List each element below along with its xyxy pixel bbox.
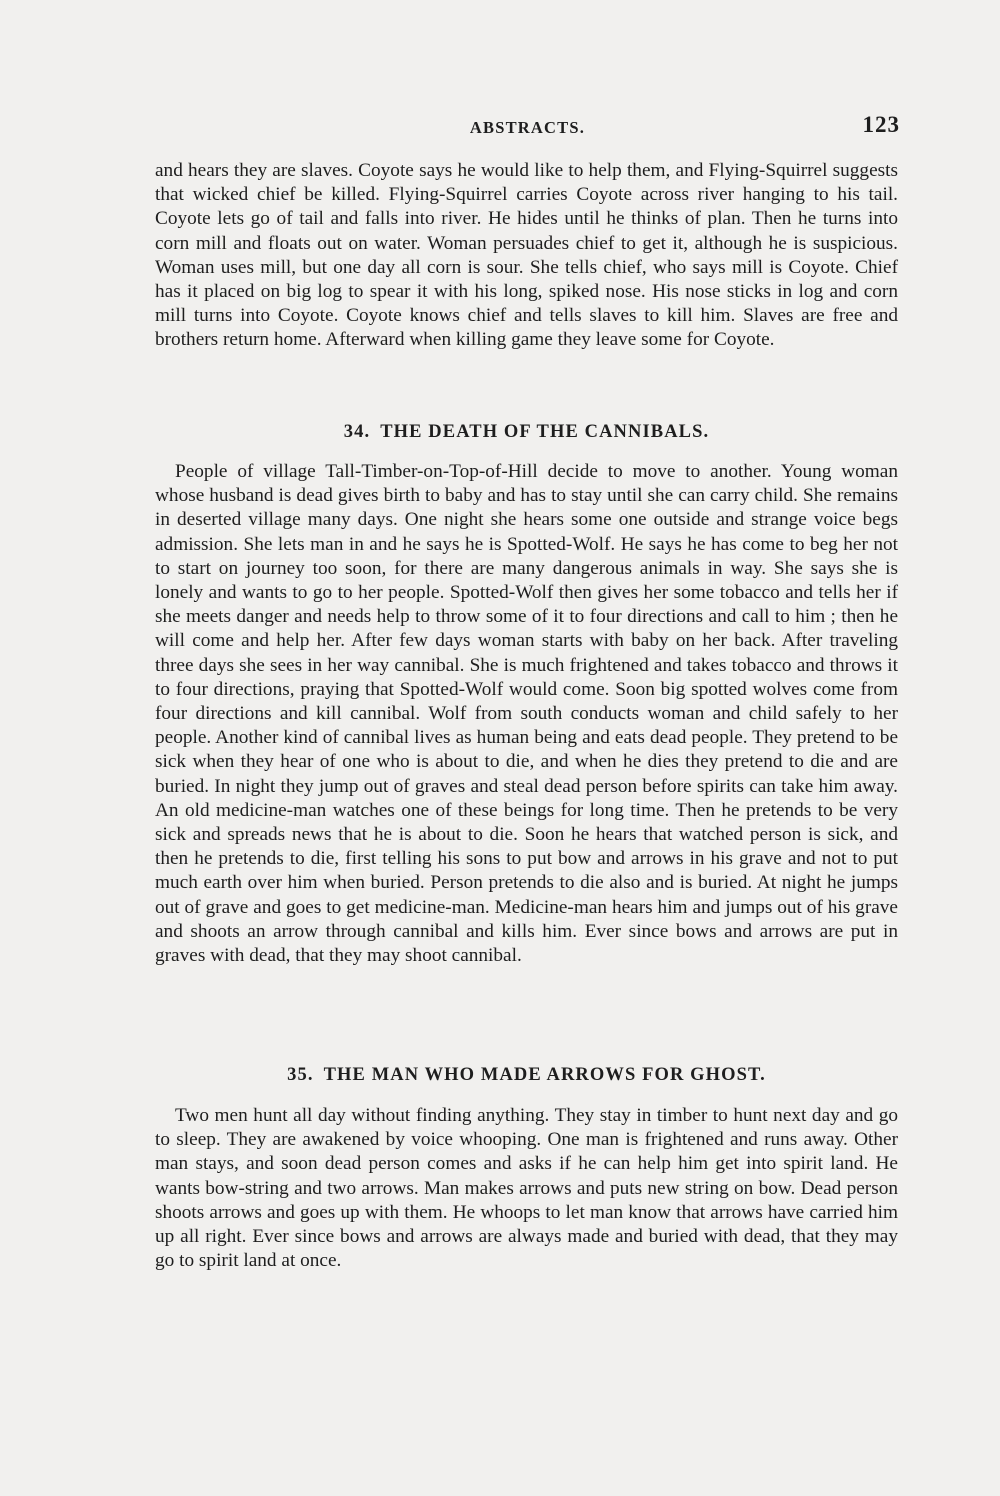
section-number: 34.: [343, 422, 371, 442]
section-title: THE MAN WHO MADE ARROWS FOR GHOST.: [323, 1065, 766, 1085]
section-title: THE DEATH OF THE CANNIBALS.: [380, 422, 710, 442]
section-heading-34: [155, 422, 898, 443]
section-35-body: [155, 1104, 898, 1273]
section-paragraph: Two men hunt all day without finding anything. They stay in timber to hunt next day and go to sleep. They are awakened by voice whooping. One man is frightened and runs away. Other man stays, and soon dead person comes and asks if he can help him get into spirit land. He wants bow-string and two arrows. Man makes arrows and puts new string on bow. Dead person shoots arrows and goes up with them. He whoops to let man know that arrows have carried him up all right. Ever since bows and arrows are always made and buried with dead, that they may go to spirit land at once.: [155, 1105, 898, 1272]
running-title: ABSTRACTS.: [469, 118, 586, 137]
running-head: [155, 112, 900, 142]
section-heading-35: [155, 1065, 898, 1086]
section-34-body: [155, 460, 898, 968]
page-number: 123: [862, 112, 900, 137]
section-number: 35.: [287, 1065, 314, 1085]
section-paragraph: People of village Tall-Timber-on-Top-of-Hill decide to move to another. Young woman whose husband is dead gives birth to baby and has to stay until she can carry child. She remains in deserted village many days. One night she hears some one outside and strange voice begs admission. She lets man in and he says he is Spotted-Wolf. He says he has come to beg her not to start on journey too soon, for there are many dangerous animals in way. She says she is lonely and wants to go to her people. Spotted-Wolf then gives her some tobacco and tells her if she meets danger and needs help to throw some of it to four directions and call to him ; then he will come and help her. After few days woman starts with baby on her back. After traveling three days she sees in her way cannibal. She is much frightened and takes tobacco and throws it to four directions, praying that Spotted-Wolf would come. Soon big spotted wolves come from four directions and kill cannibal. Wolf from south conducts woman and child safely to her people. Another kind of cannibal lives as human being and eats dead people. They pretend to be sick when they hear of one who is about to die, and when he dies they pretend to die and are buried. In night they jump out of graves and steal dead person before spirits can take him away. An old medicine-man watches one of these beings for long time. Then he pretends to be very sick and spreads news that he is about to die. Soon he hears that watched person is sick, and then he pretends to die, first telling his sons to put bow and arrows in his grave and not to put much earth over him when buried. Person pretends to die also and is buried. At night he jumps out of grave and goes to get medicine-man. Medicine-man hears him and jumps out of his grave and shoots an arrow through cannibal and kills him. Ever since bows and arrows are put in graves with dead, that they may shoot cannibal.: [155, 461, 898, 967]
continued-paragraph: [155, 159, 898, 353]
continued-paragraph-text: and hears they are slaves. Coyote says he would like to help them, and Flying-Squirrel suggests that wicked chief be killed. Flying-Squirrel carries Coyote across river hanging to his tail. Coyote lets go of tail and falls into river. He hides until he thinks of plan. Then he turns into corn mill and floats out on water. Woman persuades chief to get it, although he is suspicious. Woman uses mill, but one day all corn is sour. She tells chief, who says mill is Coyote. Chief has it placed on big log to spear it with his long, spiked nose. His nose sticks in log and corn mill turns into Coyote. Coyote knows chief and tells slaves to kill him. Slaves are free and brothers return home. Afterward when killing game they leave some for Coyote.: [155, 160, 898, 351]
